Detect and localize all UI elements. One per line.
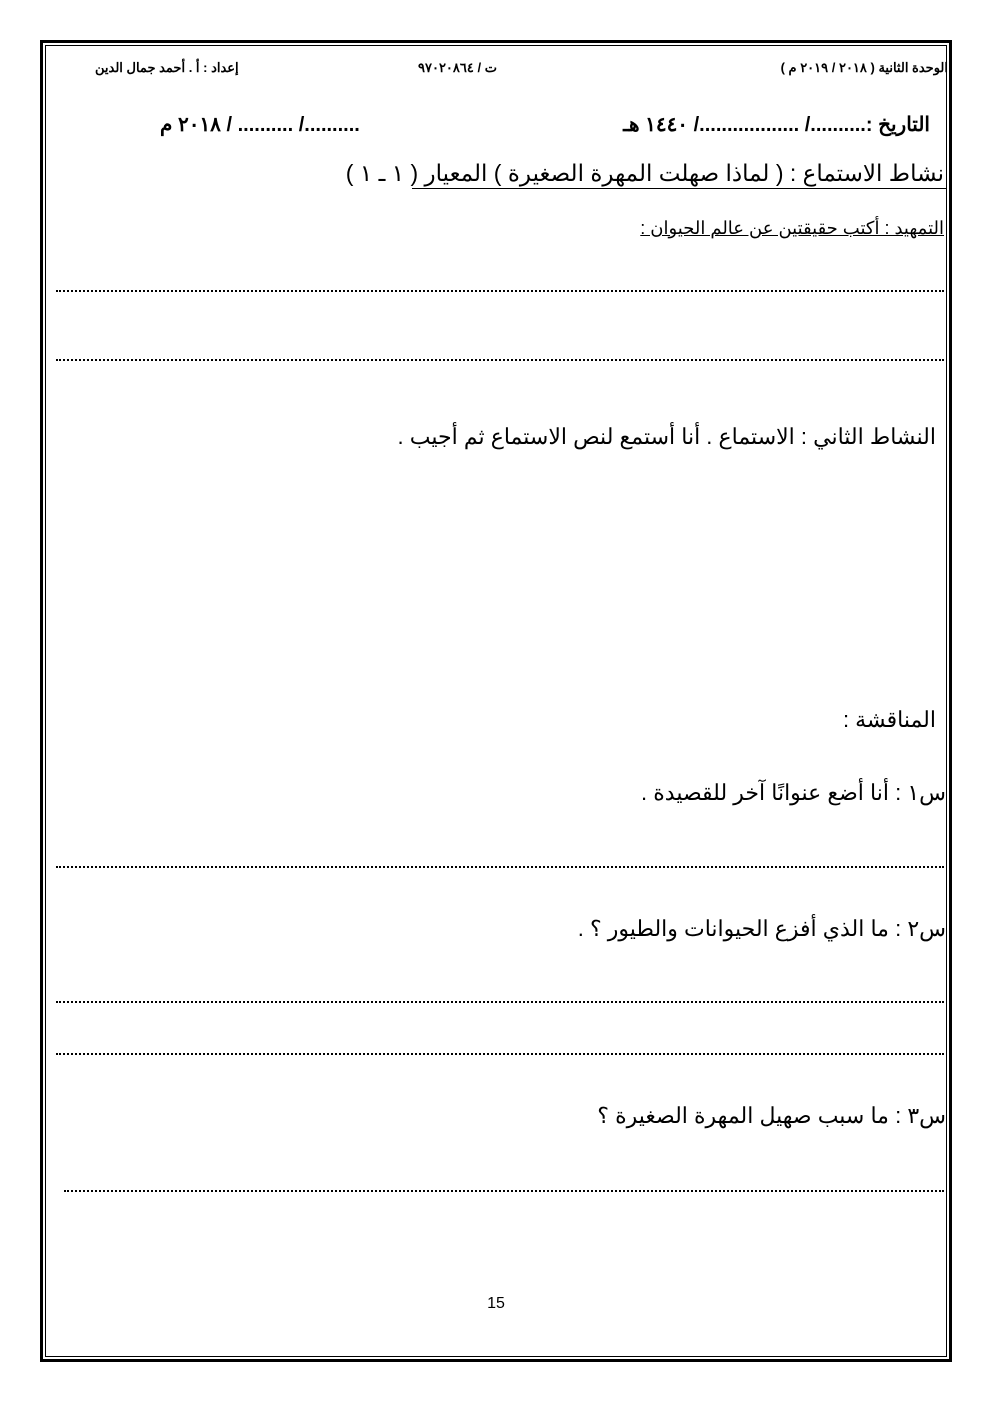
page-frame-inner — [45, 45, 947, 1357]
question-3: س٣ : ما سبب صهيل المهرة الصغيرة ؟ — [597, 1103, 946, 1128]
page-number: 15 — [487, 1295, 505, 1312]
gregorian-date-line: ........../ .......... / ٢٠١٨ م — [160, 114, 360, 136]
discussion-heading: المناقشة : — [842, 707, 936, 732]
question-2: س٢ : ما الذي أفزع الحيوانات والطيور ؟ . — [577, 916, 946, 941]
question-1: س١ : أنا أضع عنوانًا آخر للقصيدة . — [641, 780, 946, 805]
activity-two-heading: النشاط الثاني : الاستماع . أنا أستمع لنص الاستماع ثم أجيب . — [397, 424, 936, 449]
unit-header: الوحدة الثانية ( ٢٠١٨ / ٢٠١٩ م ) — [780, 60, 948, 75]
answer-line[interactable] — [56, 1053, 944, 1055]
answer-line[interactable] — [56, 359, 944, 361]
hijri-date-line: التاريخ :........../ ................../ ١٤٤٠ هـ — [623, 114, 930, 136]
answer-line[interactable] — [56, 290, 944, 292]
answer-line[interactable] — [64, 1190, 944, 1192]
phone-number: ت / ٩٧٠٢٠٨٦٤ — [418, 60, 497, 75]
title-underline — [412, 188, 946, 189]
intro-prompt: التمهيد : أكتب حقيقتين عن عالم الحيوان : — [640, 218, 944, 238]
answer-line[interactable] — [56, 1001, 944, 1003]
answer-line[interactable] — [56, 866, 944, 868]
activity-title: نشاط الاستماع : ( لماذا صهلت المهرة الصغيرة ) المعيار ( ١ ـ ١ ) — [345, 160, 944, 186]
author-credit: إعداد : أ . أحمد جمال الدين — [95, 60, 239, 75]
